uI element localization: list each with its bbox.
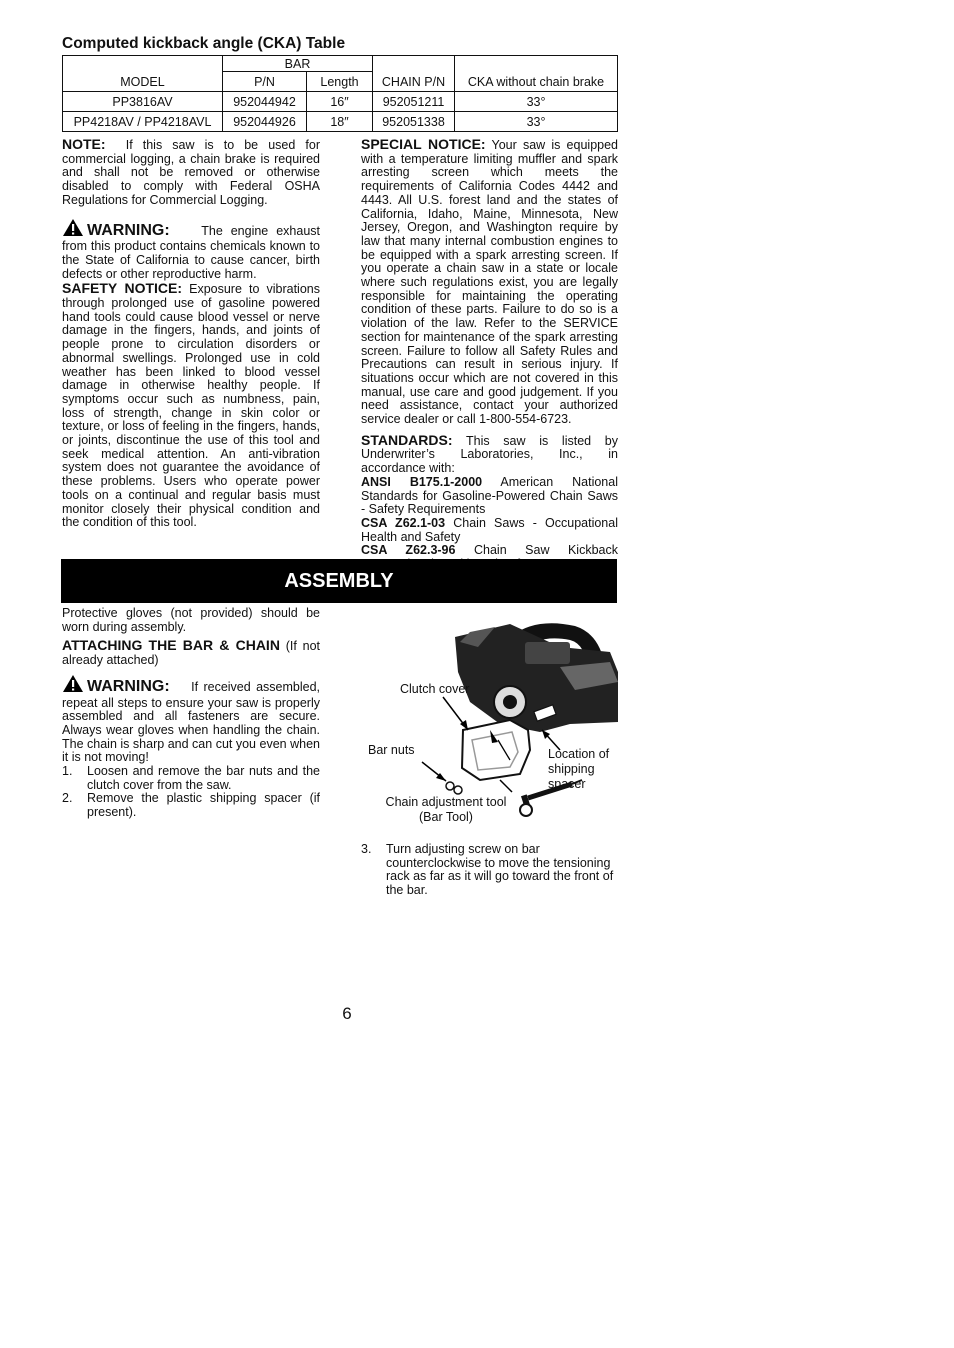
- assembly-figure: [360, 612, 618, 836]
- warning-label: WARNING:: [87, 677, 170, 695]
- header-bar-length: Length: [307, 72, 373, 92]
- assembly-warning-text: If received assembled, repeat all steps to ensure your saw is properly assembled and all fasteners are secure. Always wear gloves when handling the chain. The chain is sharp and can cut you even when it is not moving!: [62, 679, 320, 765]
- special-label: SPECIAL NOTICE:: [361, 136, 486, 152]
- label-clutch-cover: Clutch cover: [400, 682, 470, 696]
- standards-paragraph: [361, 431, 618, 476]
- warning-label: WARNING:: [87, 221, 170, 239]
- standard-desc: American National Standards for Gasoline-Powered Chain Saws - Safety Requirements: [361, 474, 618, 517]
- label-bar-tool-line: Chain adjustment tool: [385, 795, 507, 809]
- cka-table: [62, 55, 618, 132]
- step-number: 3.: [361, 842, 372, 856]
- safety-text: Exposure to vibrations through prolonged use of gasoline powered hand tools could cause blood vessel or nerve damage in the fingers, hands, and joints of people prone to circulation disorders or abnormal swellings. Prolonged use in cold weather has been linked to blood vessel damage in otherwise healthy people. If symptoms occur such as numbness, pain, loss of strength, change in skin color or texture, or loss of feeling in the fingers, hands, or joints, discontinue the use of this tool and seek medical attention. An anti-vibration system does not guarantee the avoidance of these problems. Users who operate power tools on a continual and regular basis must monitor closely their physical condition and the condition of this tool.: [62, 282, 320, 530]
- label-spacer-line: shipping: [548, 762, 595, 776]
- header-bar-pn: P/N: [223, 72, 307, 92]
- label-spacer: [548, 747, 609, 792]
- cell-model: PP4218AV / PP4218AVL: [63, 112, 223, 132]
- label-bar-tool: [378, 795, 514, 825]
- attach-heading: ATTACHING THE BAR & CHAIN: [62, 637, 280, 654]
- note-text: If this saw is to be used for commercial logging, a chain brake is required and shall not be removed or otherwise disabled to comply with Federal OSHA Regulations for Commercial Logging.: [62, 138, 320, 207]
- safety-label: SAFETY NOTICE:: [62, 280, 183, 297]
- special-paragraph: [361, 138, 618, 427]
- standard-code: CSA Z62.3-96: [361, 543, 456, 558]
- assembly-warning-paragraph: [62, 674, 320, 765]
- cell-bar-pn: 952044926: [223, 112, 307, 132]
- list-item: [361, 843, 618, 898]
- steps-list: [361, 843, 618, 898]
- cka-table-title: Computed kickback angle (CKA) Table: [62, 35, 346, 52]
- attach-note: (If not already attached): [62, 639, 321, 668]
- label-spacer-line: Location of: [548, 747, 610, 761]
- step-number: 1.: [62, 764, 73, 779]
- cell-model: PP3816AV: [63, 92, 223, 112]
- warning-triangle-icon: [62, 674, 84, 697]
- safety-paragraph: [62, 282, 320, 530]
- standard-code: CSA Z62.1-03: [361, 515, 446, 530]
- label-bar-tool-line: (Bar Tool): [419, 810, 473, 824]
- list-item: [62, 792, 320, 819]
- attach-paragraph: [62, 639, 320, 667]
- page-number: 6: [342, 1004, 352, 1023]
- standard-item: [361, 476, 618, 517]
- cell-chain-pn: 952051211: [373, 92, 455, 112]
- step-number: 2.: [62, 791, 73, 806]
- label-bar-nuts: Bar nuts: [368, 743, 415, 757]
- cell-cka: 33°: [455, 112, 618, 132]
- warning-triangle-icon: [62, 218, 84, 241]
- list-item: [62, 765, 320, 792]
- assembly-right-column: [361, 843, 618, 898]
- standard-desc: Chain Saws - Occupational Health and Safety: [361, 515, 618, 544]
- header-bar: BAR: [223, 56, 373, 72]
- standard-item: [361, 517, 618, 544]
- gloves-paragraph: Protective gloves (not provided) should be worn during assembly.: [62, 606, 320, 634]
- standards-text: This saw is listed by Underwriter’s Laboratories, Inc., in accordance with:: [361, 433, 618, 476]
- header-chain-pn: CHAIN P/N: [373, 56, 455, 92]
- assembly-left-column: [62, 607, 320, 820]
- step-text: Remove the plastic shipping spacer (if present).: [87, 791, 320, 820]
- right-column: [361, 138, 618, 572]
- standard-desc: Chain Saw Kickback: [473, 543, 618, 558]
- step-text: Turn adjusting screw on bar counterclockwise to move the tensioning rack as far as it will go toward the front of the bar.: [386, 842, 614, 898]
- left-column: [62, 138, 320, 530]
- note-label: NOTE:: [62, 136, 106, 152]
- steps-list: [62, 765, 320, 820]
- table-row: [63, 92, 618, 112]
- step-text: Loosen and remove the bar nuts and the clutch cover from the saw.: [87, 764, 320, 792]
- table-row: [63, 112, 618, 132]
- header-model: MODEL: [63, 56, 223, 92]
- cell-bar-pn: 952044942: [223, 92, 307, 112]
- label-spacer-line: spacer: [548, 777, 586, 791]
- cell-length: 16″: [307, 92, 373, 112]
- cell-chain-pn: 952051338: [373, 112, 455, 132]
- cell-length: 18″: [307, 112, 373, 132]
- standard-code: ANSI B175.1-2000: [361, 474, 483, 489]
- table-header-row: [63, 56, 618, 72]
- assembly-banner: ASSEMBLY: [61, 559, 617, 603]
- header-cka: CKA without chain brake: [455, 56, 618, 92]
- note-paragraph: [62, 138, 320, 208]
- warning-paragraph: [62, 218, 320, 282]
- cell-cka: 33°: [455, 92, 618, 112]
- warning-text: The engine exhaust from this product contains chemicals known to the State of California to cause cancer, birth defects or other reproductive harm.: [62, 223, 320, 281]
- standards-label: STANDARDS:: [361, 431, 453, 448]
- special-text: Your saw is equipped with a temperature limiting muffler and spark arresting screen which meets the requirements of California Codes 4442 and 4443. All U.S. forest land and the states of California, Idaho, Maine, Minnesota, New Jersey, Oregon, and Washington require by law that many internal combustion engines to be equipped with a spark arresting screen. If you operate a chain saw in a state or locale where such regulations exist, you are legally responsible for maintaining the operating condition of these parts. Failure to do so is a violation of the law. Refer to the SERVICE section for maintenance of the spark arresting screen. Failure to follow all Safety Rules and Precautions can result in serious injury. If situations occur which are not covered in this manual, use care and good judgement. If you need assistance, contact your authorized service dealer or call 1-800-554-6723.: [361, 138, 619, 427]
